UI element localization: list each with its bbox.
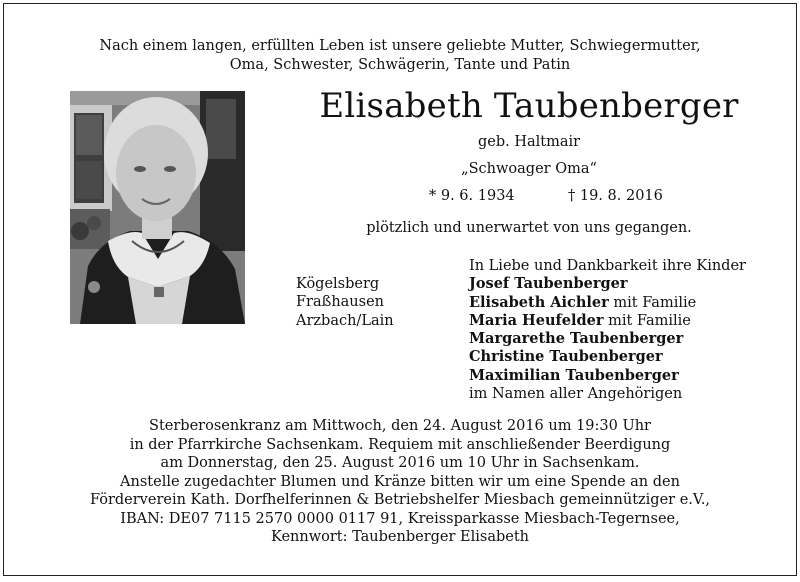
child-entry [469,275,746,293]
intro-text [4,37,796,75]
funeral-details [4,417,796,547]
family-list [469,257,746,403]
intro-line: Nach einem langen, erfüllten Leben ist unsere geliebte Mutter, Schwiegermutter, [99,38,701,54]
detail-line: am Donnerstag, den 25. August 2016 um 10 Uhr in Sachsenkam. [160,455,640,471]
child-name: Maria Heufelder [469,311,604,329]
detail-line: Kennwort: Taubenberger Elisabeth [271,529,529,545]
maiden-name: geb. Haltmair [477,134,581,150]
deceased-name: Elisabeth Taubenberger [319,86,739,126]
detail-line: IBAN: DE07 7115 2570 0000 0117 91, Kreissparkasse Miesbach-Tegernsee, [120,510,680,527]
detail-line: Förderverein Kath. Dorfhelferinnen & Betriebshelfer Miesbach gemeinnütziger e.V., [89,492,711,508]
child-entry [469,312,746,330]
child-name: Christine Taubenberger [469,348,663,366]
obituary-notice [3,3,797,576]
places-list [296,275,394,330]
child-name: Maximilian Taubenberger [469,366,679,384]
place-name: Arzbach/Lain [296,312,394,329]
detail-line: Sterberosenkranz am Mittwoch, den 24. August 2016 um 19:30 Uhr [149,418,651,434]
child-name: Margarethe Taubenberger [469,330,684,348]
family-outro: im Namen aller Angehörigen [469,386,683,403]
detail-line: Anstelle zugedachter Blumen und Kränze bitten wir um eine Spende an den [120,473,680,490]
nickname: „Schwoager Oma“ [461,161,597,177]
child-entry [469,367,746,385]
child-name: Josef Taubenberger [469,275,628,293]
child-suffix: mit Familie [608,294,697,311]
detail-line: in der Pfarrkirche Sachsenkam. Requiem mit anschließender Beerdigung [129,436,671,453]
passing-text: plötzlich und unerwartet von uns gegangen. [366,220,692,236]
child-entry [469,330,746,348]
place-name: Kögelsberg [296,276,380,292]
death-date: † 19. 8. 2016 [568,188,663,204]
child-entry [469,294,746,312]
child-suffix: mit Familie [603,312,691,329]
birth-date: * 9. 6. 1934 [429,188,515,204]
child-name: Elisabeth Aichler [469,293,609,311]
intro-line: Oma, Schwester, Schwägerin, Tante und Patin [229,57,571,73]
portrait-photo [70,91,245,324]
child-entry [469,348,746,366]
family-intro: In Liebe und Dankbarkeit ihre Kinder [469,258,746,274]
place-name: Fraßhausen [296,294,385,311]
portrait-image [70,91,245,324]
